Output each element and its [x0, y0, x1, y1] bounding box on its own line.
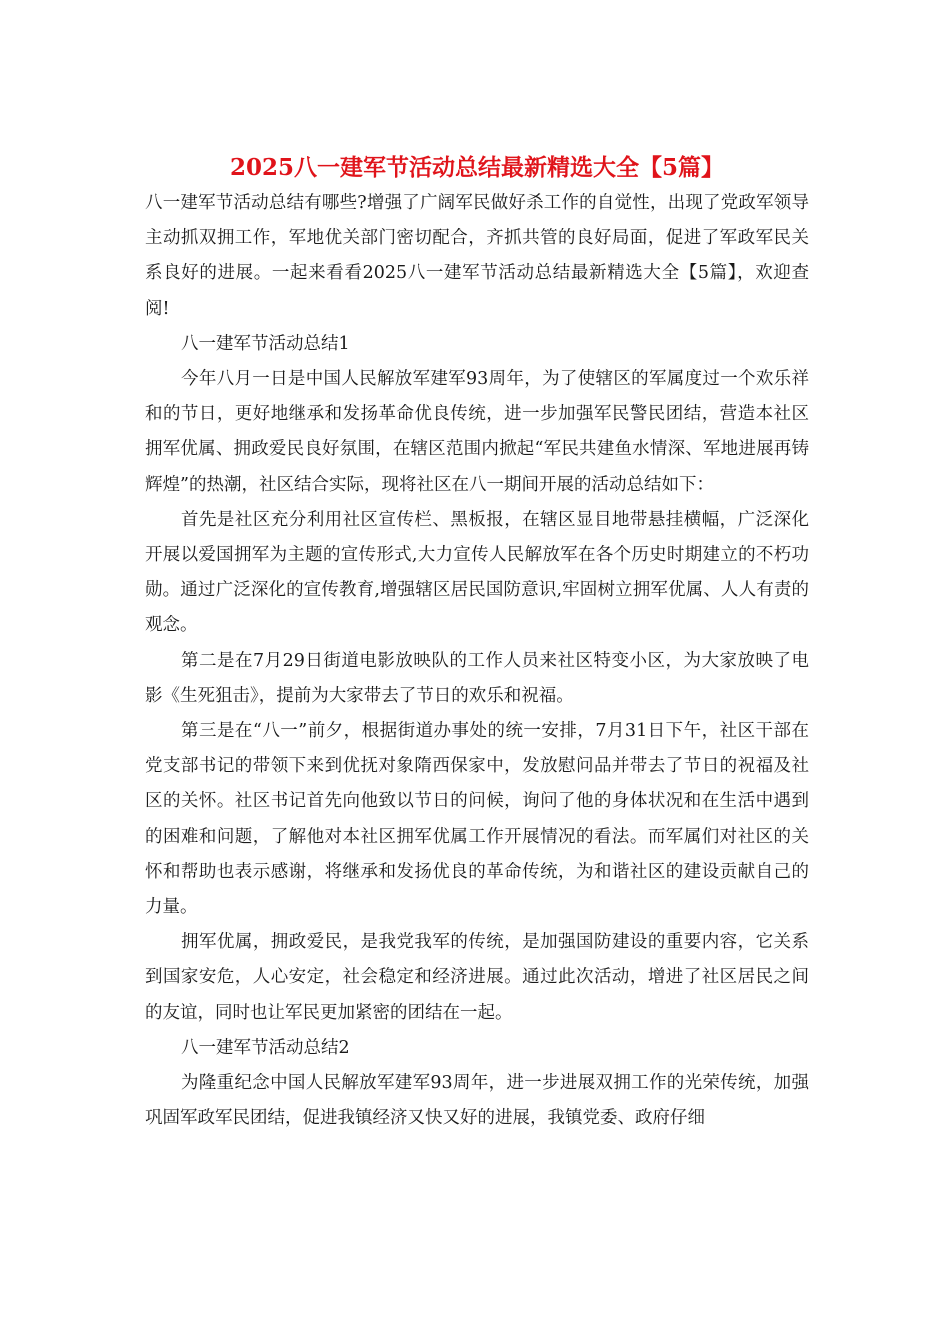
section-heading-1: 八一建军节活动总结1 — [181, 333, 350, 354]
section-heading-2: 八一建军节活动总结2 — [181, 1037, 350, 1058]
body-paragraph: 拥军优属，拥政爱民，是我党我军的传统，是加强国防建设的重要内容，它关系到国家安危，人心安定，社会稳定和经济进展。通过此次活动，增进了社区居民之间的友谊，同时也让军民更加紧密的团结在一起。 — [145, 932, 809, 1023]
body-paragraph: 首先是社区充分利用社区宣传栏、黑板报，在辖区显目地带悬挂横幅，广泛深化开展以爱国拥军为主题的宣传形式,大力宣传人民解放军在各个历史时期建立的不朽功勋。通过广泛深化的宣传教育,增强辖区居民国防意识,牢固树立拥军优属、人人有责的观念。 — [145, 509, 809, 636]
body-paragraph: 为隆重纪念中国人民解放军建军93周年，进一步进展双拥工作的光荣传统，加强巩固军政军民团结，促进我镇经济又快又好的进展，我镇党委、政府仔细 — [145, 1073, 809, 1129]
document-title: 2025八一建军节活动总结最新精选大全【5篇】 — [229, 154, 725, 181]
body-paragraph: 第二是在7月29日街道电影放映队的工作人员来社区特变小区，为大家放映了电影《生死狙击》，提前为大家带去了节日的欢乐和祝福。 — [145, 650, 809, 706]
intro-paragraph: 八一建军节活动总结有哪些?增强了广阔军民做好杀工作的自觉性，出现了党政军领导主动抓双拥工作，军地优关部门密切配合，齐抓共管的良好局面，促进了军政军民关系良好的进展。一起来看看2025八一建军节活动总结最新精选大全【5篇】，欢迎查阅! — [145, 193, 809, 319]
body-paragraph: 今年八月一日是中国人民解放军建军93周年，为了使辖区的军属度过一个欢乐祥和的节日，更好地继承和发扬革命优良传统，进一步加强军民警民团结，营造本社区拥军优属、拥政爱民良好氛围，在辖区范围内掀起“军民共建鱼水情深、军地进展再铸辉煌”的热潮，社区结合实际，现将社区在八一期间开展的活动总结如下： — [145, 369, 809, 495]
document-page — [145, 150, 809, 1136]
body-paragraph: 第三是在“八一”前夕，根据街道办事处的统一安排，7月31日下午，社区干部在党支部书记的带领下来到优抚对象隋西保家中，发放慰问品并带去了节日的祝福及社区的关怀。社区书记首先向他致以节日的问候，询问了他的身体状况和在生活中遇到的困难和问题，了解他对本社区拥军优属工作开展情况的看法。而军属们对社区的关怀和帮助也表示感谢，将继承和发扬优良的革命传统，为和谐社区的建设贡献自己的力量。 — [145, 721, 809, 918]
